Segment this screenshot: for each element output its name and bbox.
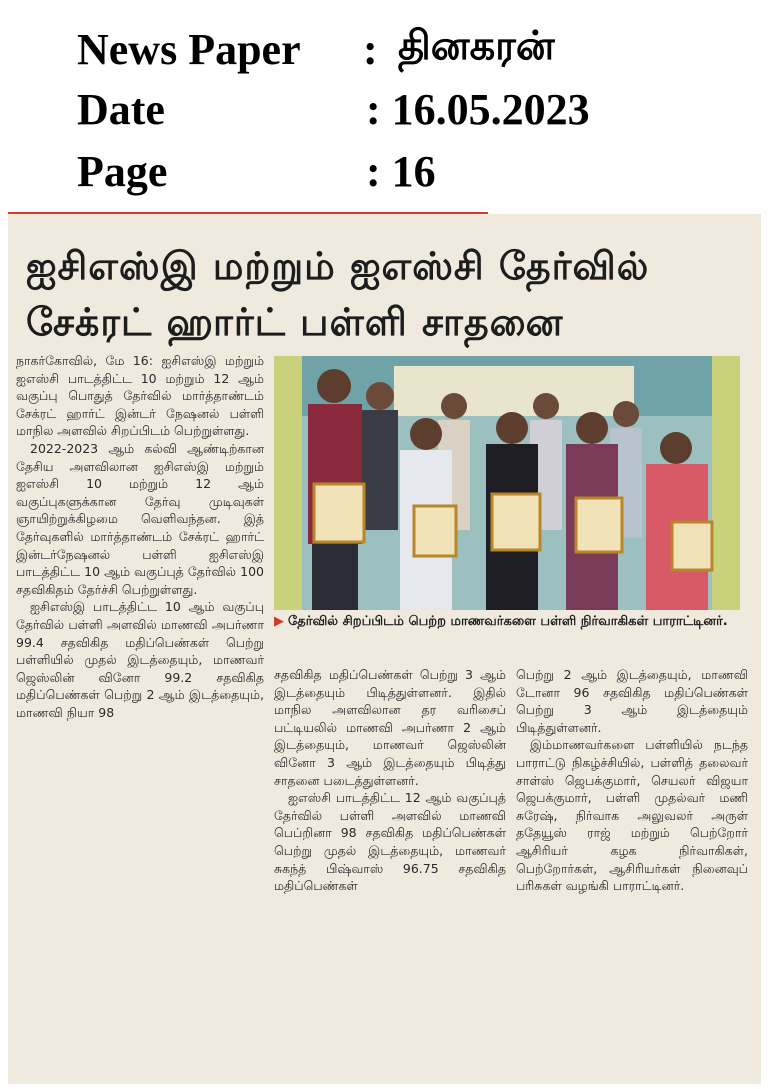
caption-text: தேர்வில் சிறப்பிடம் பெற்ற மாணவர்களை பள்ளி நிர்வாகிகள் பாராட்டினர். [288, 614, 728, 629]
page-value: : 16 [366, 147, 436, 196]
paragraph: 2022-2023 ஆம் கல்வி ஆண்டிற்கான தேசிய அளவிலான ஐசிஎஸ்இ மற்றும் ஐஎஸ்சி 10 மற்றும் 12 ஆம் வகுப்புகளுக்கான தேர்வு முடிவுகள் ஞாயிற்றுக்கிழமை வெளிவந்தன. இத் தேர்வுகளில் மார்த்தாண்டம் சேக்ரட் ஹார்ட் இன்டர்நேஷனல் பள்ளி ஐசிஎஸ்இ பாடத்திட்ட 10 ஆம் வகுப்புத் தேர்வில் 100 சதவிகிதம் தேர்ச்சி பெற்றுள்ளது. [16, 440, 264, 597]
paragraph: இம்மாணவர்களை பள்ளியில் நடந்த பாராட்டு நிகழ்ச்சியில், பள்ளித் தலைவர் சாள்ஸ் ஜெபக்குமார், செயலர் விஜயா ஜெபக்குமார், பள்ளி முதல்வர் மணி சுரேஷ், நிர்வாக அலுவலர் அருள் ததேயூஸ் ராஜ் மற்றும் பெற்றோர் ஆசிரியர் கழக நிர்வாகிகள், பெற்றோர்கள், ஆசிரியர்கள் நினைவுப் பரிசுகள் வழங்கி பாராட்டினர். [516, 737, 748, 894]
date-value: : 16.05.2023 [366, 85, 590, 134]
newspaper-name: தினகரன் [398, 23, 555, 69]
caption-arrow-icon: ▶ [274, 614, 284, 629]
date-label: Date [77, 85, 165, 134]
paragraph: நாகர்கோவில், மே 16: ஐசிஎஸ்இ மற்றும் ஐஎஸ்சி பாடத்திட்ட 10 மற்றும் 12 ஆம் வகுப்பு பொதுத் தேர்வில் மார்த்தாண்டம் சேக்ரட் ஹார்ட் இன்டர் நேஷனல் பள்ளி மாநில அளவில் சிறப்பிடம் பெற்றுள்ளது. [16, 353, 264, 439]
article-column-3 [516, 666, 748, 1074]
headline-line-1: ஐசிஎஸ்இ மற்றும் ஐஎஸ்சி தேர்வில் [26, 244, 650, 288]
award-photo [274, 356, 740, 610]
headline-line-2: சேக்ரட் ஹார்ட் பள்ளி சாதனை [26, 300, 564, 344]
newspaper-label: News Paper [77, 25, 301, 74]
paragraph: ஐசிஎஸ்இ பாடத்திட்ட 10 ஆம் வகுப்பு தேர்வில் பள்ளி அளவில் மாணவி அபர்ணா 99.4 சதவிகித மதிப்பெண்கள் பெற்று பள்ளியில் முதல் இடத்தையும், மாணவர் ஜெஸ்லின் வினோ 99.2 சதவிகித மதிப்பெண்கள் பெற்று 2 ஆம் இடத்தையும், மாணவி நியா 98 [16, 599, 264, 720]
award-photo-illustration [274, 356, 740, 610]
article-column-1 [16, 352, 264, 1074]
article-column-2 [274, 666, 506, 1074]
paragraph: ஐஎஸ்சி பாடத்திட்ட 12 ஆம் வகுப்புத் தேர்வில் பள்ளி அளவில் மாணவி பெப்றினா 98 சதவிகித மதிப்பெண்கள் பெற்று முதல் இடத்தையும், மாணவர் சுகந்த் பிஷ்வாஸ் 96.75 சதவிகித மதிப்பெண்கள் [274, 790, 506, 894]
page-label: Page [77, 147, 168, 196]
newspaper-separator: : [363, 25, 378, 74]
paragraph: சதவிகித மதிப்பெண்கள் பெற்று 3 ஆம் இடத்தையும் பிடித்துள்ளனர். இதில் மாநில அளவிலான தர வரிசைப் பட்டியலில் மாணவி அபர்ணா 2 ஆம் இடத்தையும், மாணவர் ஜெஸ்லின் வினோ 3 ஆம் இடத்தையும் பிடித்து சாதனை படைத்துள்ளனர். [274, 667, 506, 788]
paragraph: பெற்று 2 ஆம் இடத்தையும், மாணவி டோனா 96 சதவிகித மதிப்பெண்கள் பெற்று 3 ஆம் இடத்தையும் பிடித்துள்ளனர். [516, 667, 748, 735]
photo-caption [274, 612, 740, 660]
